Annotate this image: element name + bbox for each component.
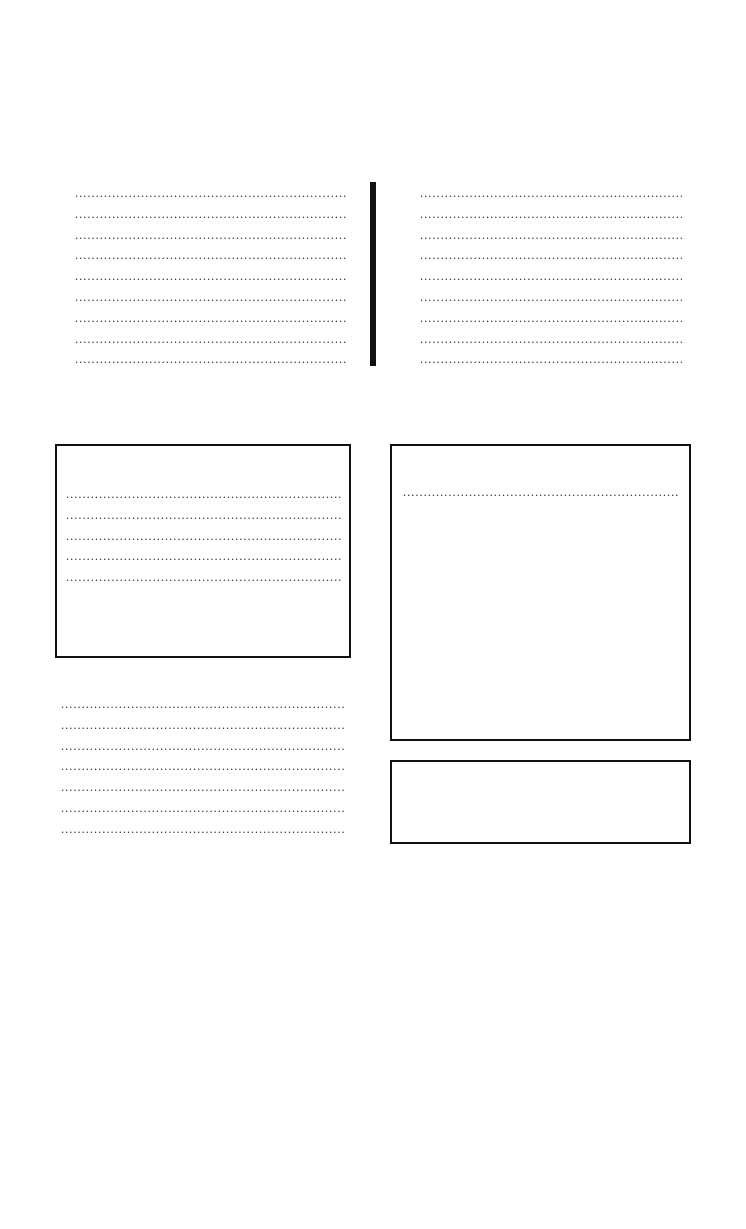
leader-dots	[420, 245, 683, 266]
leader-dots	[61, 777, 346, 798]
plates-row	[58, 819, 349, 840]
leader-dots	[420, 329, 683, 350]
plates-row	[58, 798, 349, 819]
additional-dishes-box	[55, 444, 351, 658]
specials_right-row	[393, 245, 686, 266]
leader-dots	[61, 736, 346, 757]
leader-dots	[75, 308, 348, 329]
leader-dots	[75, 349, 348, 370]
leader-dots	[420, 266, 683, 287]
leader-dots	[420, 287, 683, 308]
specials_left-row	[56, 204, 351, 225]
leader-dots	[75, 245, 348, 266]
leader-dots	[420, 308, 683, 329]
additional.items-row	[63, 567, 345, 588]
column-divider	[370, 182, 376, 366]
specials-right-list	[393, 183, 686, 370]
plates-list	[58, 694, 349, 840]
specials_left-row	[56, 266, 351, 287]
italian-row	[400, 482, 682, 503]
additional-dishes-list	[63, 484, 345, 588]
italian-dishes-list	[400, 482, 682, 503]
leader-dots	[420, 204, 683, 225]
leader-dots	[61, 798, 346, 819]
leader-dots	[75, 329, 348, 350]
leader-dots	[403, 482, 679, 503]
specials_left-row	[56, 308, 351, 329]
plates-row	[58, 736, 349, 757]
leader-dots	[75, 266, 348, 287]
specials_left-row	[56, 287, 351, 308]
plates-row	[58, 694, 349, 715]
specials_right-row	[393, 183, 686, 204]
steak-salmon-box	[390, 760, 691, 844]
specials_right-row	[393, 204, 686, 225]
additional.items-row	[63, 526, 345, 547]
leader-dots	[61, 694, 346, 715]
leader-dots	[75, 225, 348, 246]
leader-dots	[420, 225, 683, 246]
leader-dots	[66, 567, 342, 588]
specials_right-row	[393, 329, 686, 350]
specials_right-row	[393, 287, 686, 308]
specials_right-row	[393, 308, 686, 329]
leader-dots	[61, 715, 346, 736]
leader-dots	[420, 183, 683, 204]
italian-dishes-box	[390, 444, 691, 741]
additional.items-row	[63, 546, 345, 567]
leader-dots	[61, 819, 346, 840]
leader-dots	[66, 546, 342, 567]
leader-dots	[66, 526, 342, 547]
additional.items-row	[63, 484, 345, 505]
specials_left-row	[56, 225, 351, 246]
specials_right-row	[393, 349, 686, 370]
specials_left-row	[56, 349, 351, 370]
specials_left-row	[56, 183, 351, 204]
specials_left-row	[56, 329, 351, 350]
specials-left-list	[56, 183, 351, 370]
leader-dots	[75, 183, 348, 204]
plates-row	[58, 777, 349, 798]
leader-dots	[66, 505, 342, 526]
leader-dots	[420, 349, 683, 370]
specials_right-row	[393, 266, 686, 287]
plates-row	[58, 715, 349, 736]
leader-dots	[61, 756, 346, 777]
cold-vegetables-section	[392, 877, 692, 882]
plates-row	[58, 756, 349, 777]
leader-dots	[66, 484, 342, 505]
hot-vegetables-section	[56, 874, 356, 878]
additional.items-row	[63, 505, 345, 526]
specials_left-row	[56, 245, 351, 266]
leader-dots	[75, 204, 348, 225]
specials_right-row	[393, 225, 686, 246]
leader-dots	[75, 287, 348, 308]
